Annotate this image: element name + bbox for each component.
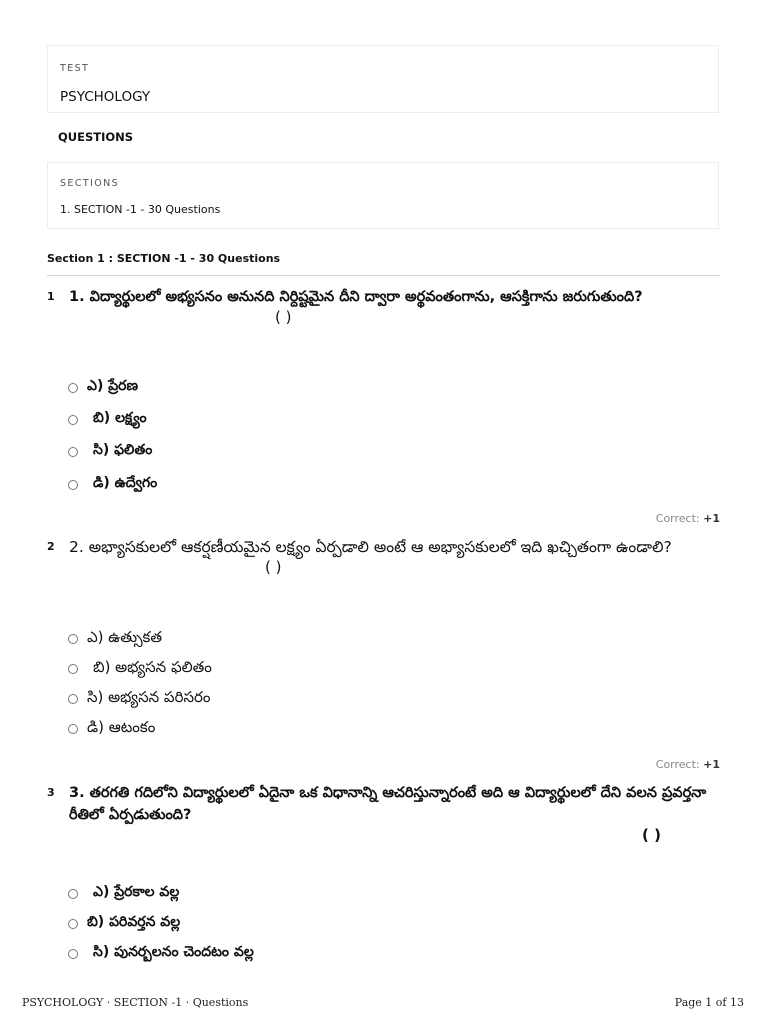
option-c[interactable] — [68, 944, 254, 963]
answer-blank: ( ) — [642, 826, 661, 844]
answer-blank: ( ) — [275, 308, 292, 326]
question-text: 1. విద్యార్థులలో అభ్యసనం అనునది నిర్దిష్టమైన దీని ద్వారా అర్థవంతంగాను, ఆసక్తిగాను జరుగుతుంది? — [69, 289, 643, 305]
radio-icon[interactable] — [68, 889, 78, 899]
section-title: Section 1 : SECTION -1 - 30 Questions — [47, 252, 281, 265]
test-label: TEST — [60, 63, 90, 74]
option-label: ఎ) ప్రేరకాల వల్ల — [93, 884, 180, 900]
option-a[interactable] — [68, 378, 138, 397]
radio-icon[interactable] — [68, 919, 78, 929]
option-label: బి) లక్ష్యం — [93, 410, 147, 426]
option-a[interactable] — [68, 884, 179, 903]
option-b[interactable] — [68, 658, 212, 680]
correct-label: Correct: — [655, 512, 700, 525]
option-d[interactable] — [68, 718, 155, 740]
question-text: 3. తరగతి గదిలోని విద్యార్థులలో ఏదైనా ఒక విధానాన్ని ఆచరిస్తున్నారంటే అది ఆ విద్యార్థులలో దేని వలన ప్రవర్తనా రీతిలో ఏర్పడుతుంది? — [69, 785, 707, 823]
radio-icon[interactable] — [68, 664, 78, 674]
option-b[interactable] — [68, 914, 180, 933]
correct-value: +1 — [703, 758, 720, 771]
option-label: డి) ఆటంకం — [87, 718, 156, 736]
option-label: డి) ఉద్వేగం — [93, 475, 158, 491]
test-box — [47, 45, 719, 113]
option-label: ఎ) ఉత్సుకత — [87, 628, 163, 646]
answer-blank: ( ) — [265, 558, 282, 576]
question-number: 3 — [47, 786, 55, 799]
footer-left: PSYCHOLOGY · SECTION -1 · Questions — [22, 996, 249, 1009]
option-b[interactable] — [68, 410, 147, 429]
correct-value: +1 — [703, 512, 720, 525]
sections-box — [47, 162, 719, 229]
option-c[interactable] — [68, 688, 211, 710]
option-label: సి) అభ్యసన పరిసరం — [87, 688, 211, 706]
page-number: Page 1 of 13 — [674, 996, 744, 1009]
question-number: 2 — [47, 540, 55, 553]
radio-icon[interactable] — [68, 949, 78, 959]
radio-icon[interactable] — [68, 694, 78, 704]
option-a[interactable] — [68, 628, 162, 650]
radio-icon[interactable] — [68, 447, 78, 457]
option-label: సి) ఫలితం — [93, 442, 153, 458]
option-d[interactable] — [68, 475, 157, 494]
sections-label: SECTIONS — [60, 178, 120, 189]
correct-label: Correct: — [655, 758, 700, 771]
option-label: బి) పరివర్తన వల్ల — [87, 914, 181, 930]
sections-item[interactable]: 1. SECTION -1 - 30 Questions — [60, 203, 221, 216]
question-text: 2. అభ్యాసకులలో ఆకర్షణీయమైన లక్ష్యం ఏర్పడాలి అంటే ఆ అభ్యాసకులలో ఇది ఖచ్చితంగా ఉండాలి? — [69, 538, 672, 556]
option-label: బి) అభ్యసన ఫలితం — [93, 658, 212, 676]
radio-icon[interactable] — [68, 480, 78, 490]
test-title: PSYCHOLOGY — [60, 89, 151, 105]
correct-score-1 — [656, 512, 720, 525]
option-label: సి) పునర్బలనం చెందటం వల్ల — [93, 944, 254, 960]
correct-score-2 — [656, 758, 720, 771]
section-divider — [47, 275, 720, 276]
radio-icon[interactable] — [68, 383, 78, 393]
radio-icon[interactable] — [68, 634, 78, 644]
questions-heading: QUESTIONS — [58, 130, 134, 144]
radio-icon[interactable] — [68, 724, 78, 734]
question-number: 1 — [47, 290, 55, 303]
radio-icon[interactable] — [68, 415, 78, 425]
option-label: ఎ) ప్రేరణ — [87, 378, 139, 394]
option-c[interactable] — [68, 442, 152, 461]
